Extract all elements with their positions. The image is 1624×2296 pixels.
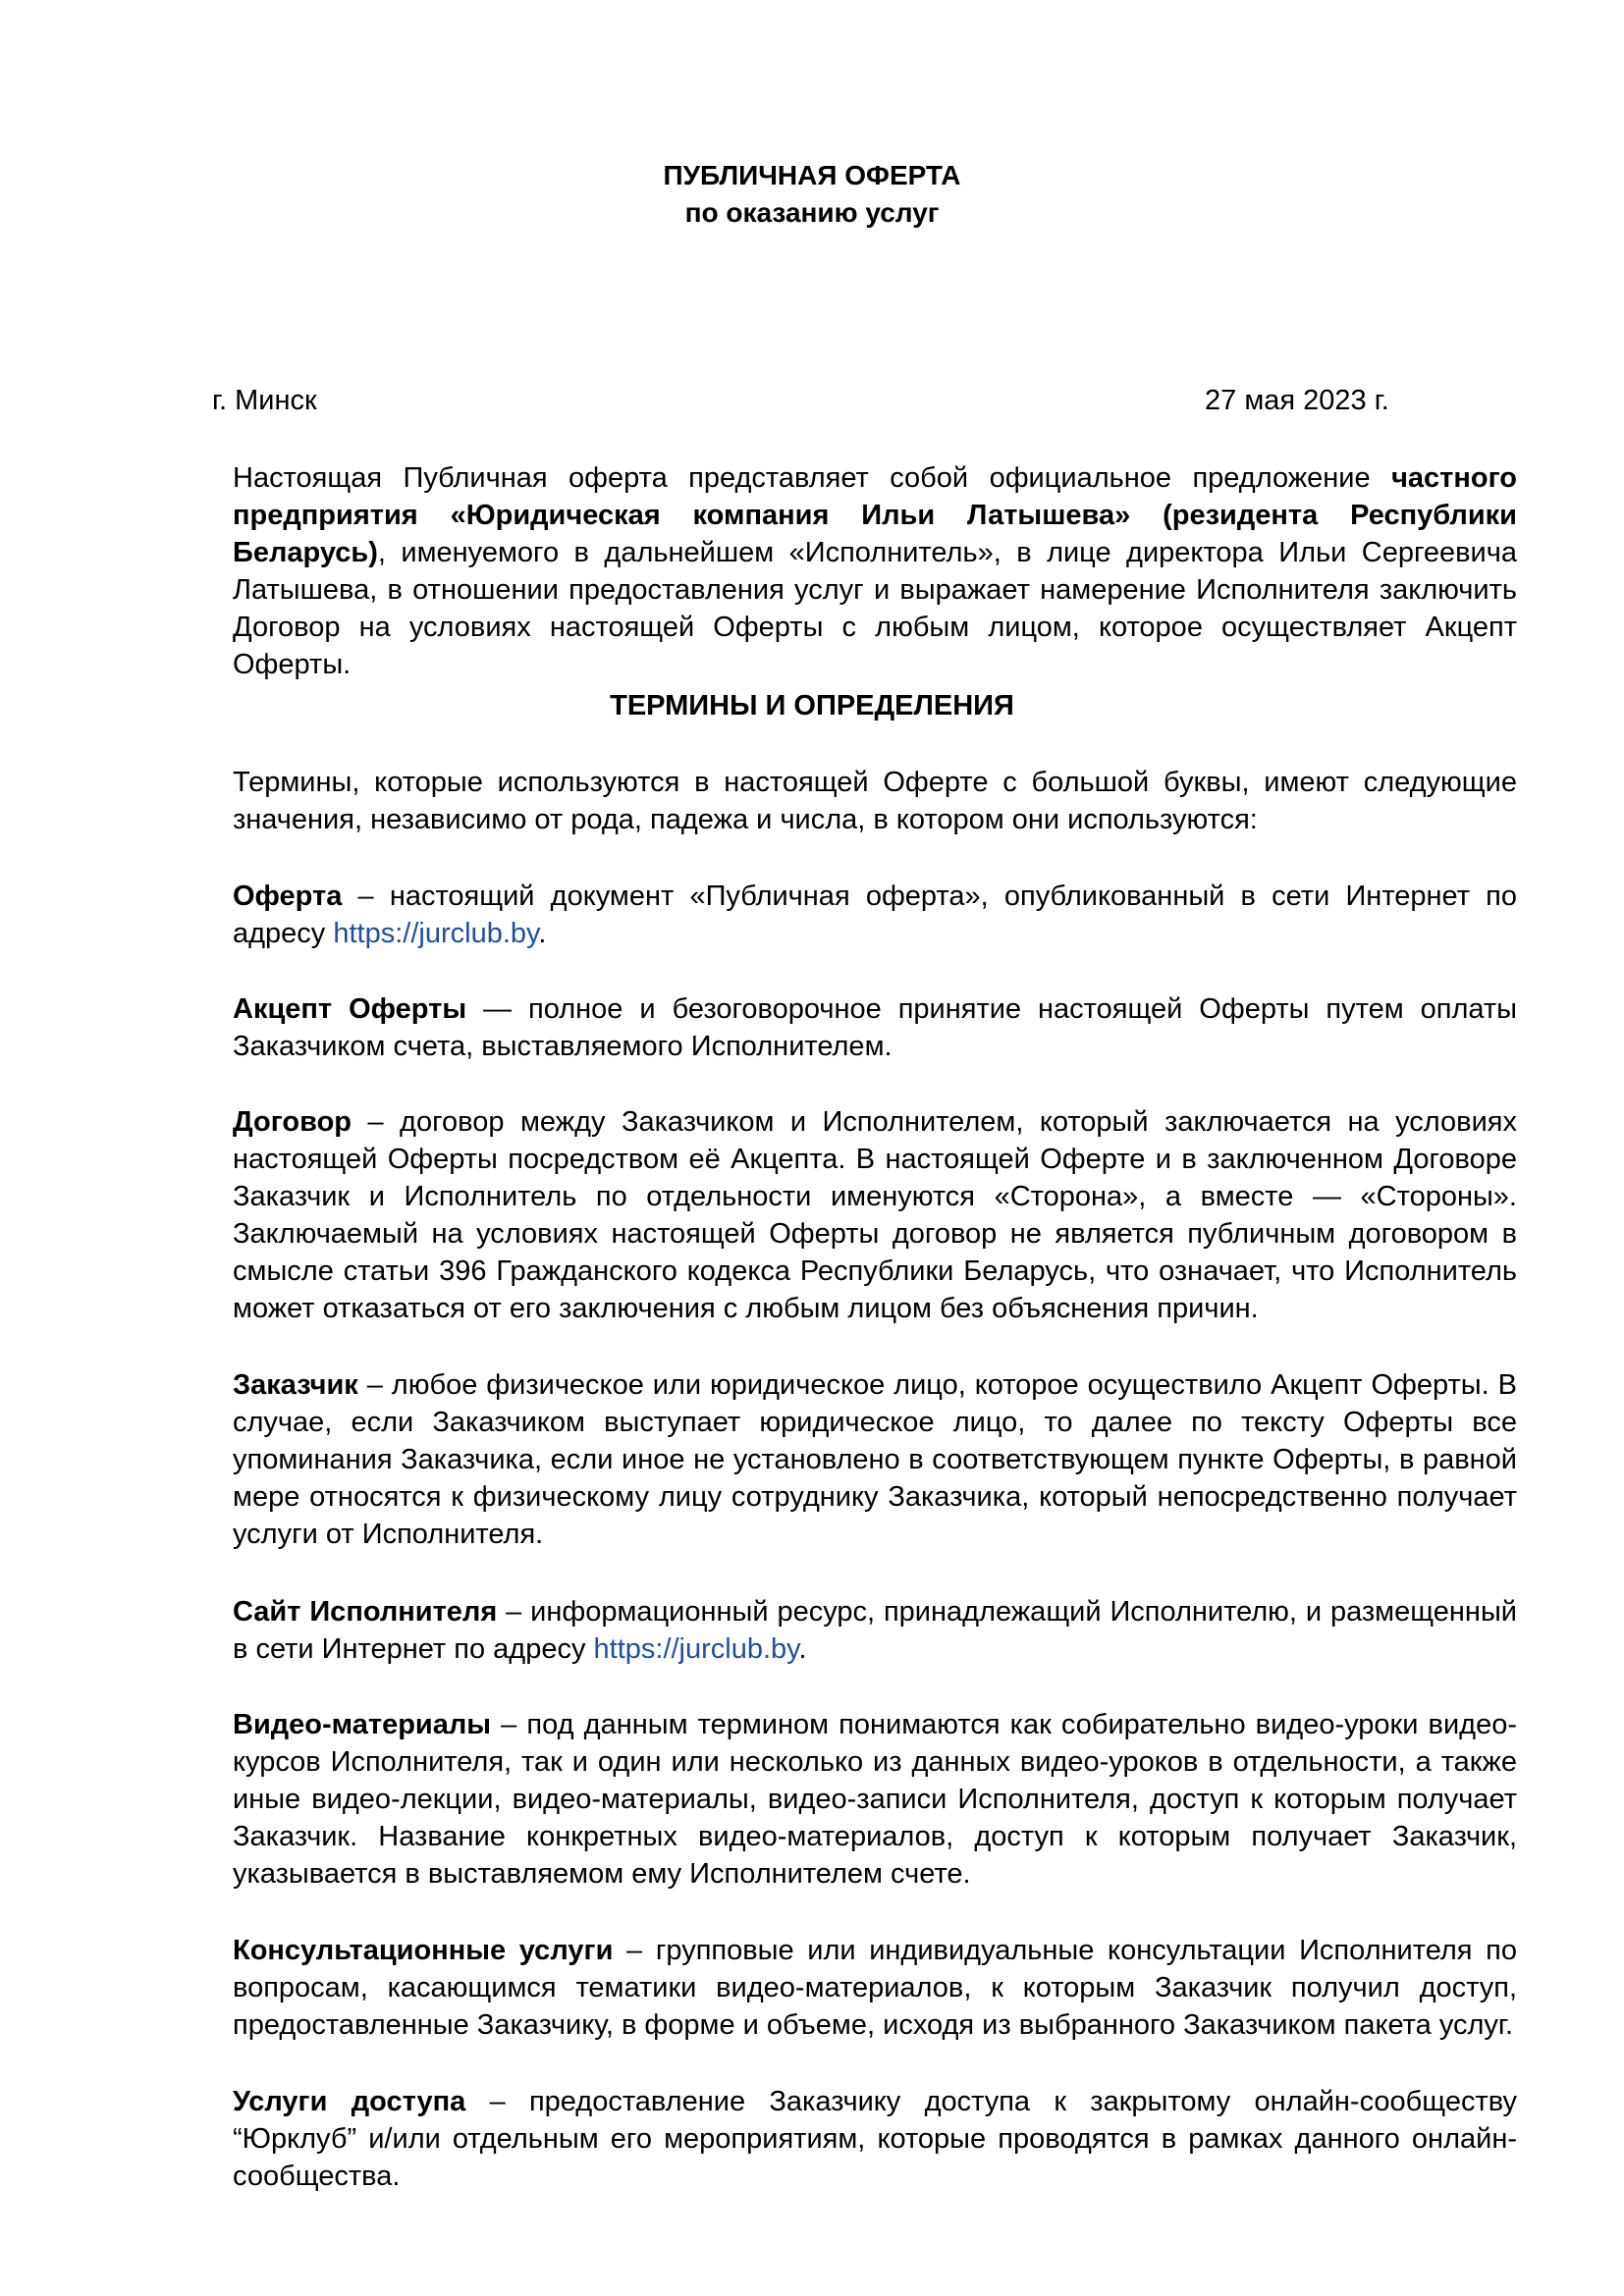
document-title: ПУБЛИЧНАЯ ОФЕРТА [663, 160, 961, 190]
intro-bold: частного предприятия «Юридическая компания Ильи Латышева» (резидента Республики Беларусь) [233, 462, 1517, 568]
term-name: Оферта [233, 881, 343, 912]
term-item [233, 1593, 1517, 1668]
term-text: – любое физическое или юридическое лицо, которое осуществило Акцепт Оферты. В случае, если Заказчиком выступает юридическое лицо, то далее по тексту Оферты все упоминания Заказчика, если иное не установлено в соответствующем пункте Оферты, в равной мере относятся к физическому лицу сотруднику Заказчика, который непосредственно получает услуги от Исполнителя. [233, 1369, 1517, 1550]
term-after: . [798, 1633, 807, 1665]
intro-text-1: Настоящая Публичная оферта представляет собой официальное предложение [233, 462, 1392, 494]
term-item [233, 1932, 1517, 2044]
term-link[interactable]: https://jurclub.by [333, 918, 539, 949]
term-text: – предоставление Заказчику доступа к закрытому онлайн-сообществу “Юрклуб” и/или отдельным его мероприятиям, которые проводятся в рамках данного онлайн-сообщества. [233, 2086, 1517, 2192]
term-name: Заказчик [233, 1369, 358, 1401]
term-text: – под данным термином понимаются как собирательно видео-уроки видео-курсов Исполнителя, так и один или несколько из данных видео-уроков в отдельности, а также иные видео-лекции, видео-материалы, видео-записи Исполнителя, доступ к которым получает Заказчик. Название конкретных видео-материалов, доступ к которым получает Заказчик, указывается в выставляемом ему Исполнителем счете. [233, 1709, 1517, 1890]
section-heading: ТЕРМИНЫ И ОПРЕДЕЛЕНИЯ [610, 690, 1014, 721]
term-item [233, 878, 1517, 952]
term-name: Консультационные услуги [233, 1935, 614, 1966]
term-text: – групповые или индивидуальные консультации Исполнителя по вопросам, касающимся тематики видео-материалов, к которым Заказчик получил доступ, предоставленные Заказчику, в форме и объеме, исходя из выбранного Заказчиком пакета услуг. [233, 1935, 1517, 2041]
term-text: – информационный ресурс, принадлежащий Исполнителю, и размещенный в сети Интернет по адресу [233, 1596, 1517, 1665]
term-name: Услуги доступа [233, 2086, 466, 2117]
term-link[interactable]: https://jurclub.by [593, 1633, 799, 1665]
term-item [233, 1366, 1517, 1553]
term-after: . [538, 918, 547, 949]
document-city: г. Минск [212, 385, 317, 416]
term-item [233, 2083, 1517, 2195]
term-name: Акцепт Оферты [233, 993, 467, 1025]
term-text: – настоящий документ «Публичная оферта», опубликованный в сети Интернет по адресу [233, 881, 1517, 949]
intro-text-2: , именуемого в дальнейшем «Исполнитель», в лице директора Ильи Сергеевича Латышева, в отношении предоставления услуг и выражает намерение Исполнителя заключить Договор на условиях настоящей Оферты с любым лицом, которое осуществляет Акцепт Оферты. [233, 537, 1517, 680]
intro-paragraph [233, 459, 1517, 683]
term-text: — полное и безоговорочное принятие настоящей Оферты путем оплаты Заказчиком счета, выставляемого Исполнителем. [233, 993, 1518, 1062]
term-name: Сайт Исполнителя [233, 1596, 498, 1628]
term-item [233, 990, 1517, 1065]
document-subtitle: по оказанию услуг [684, 197, 940, 228]
term-name: Договор [233, 1106, 352, 1138]
term-item [233, 1706, 1517, 1893]
term-text: – договор между Заказчиком и Исполнителем, который заключается на условиях настоящей Оферты посредством её Акцепта. В настоящей Оферте и в заключенном Договоре Заказчик и Исполнитель по отдельности именуются «Сторона», а вместе — «Стороны». Заключаемый на условиях настоящей Оферты договор не является публичным договором в смысле статьи 396 Гражданского кодекса Республики Беларусь, что означает, что Исполнитель может отказаться от его заключения с любым лицом без объяснения причин. [233, 1106, 1517, 1324]
term-item [233, 1103, 1517, 1327]
document-date: 27 мая 2023 г. [1205, 385, 1389, 416]
term-name: Видео-материалы [233, 1709, 492, 1740]
terms-intro: Термины, которые используются в настоящей Оферте с большой буквы, имеют следующие значения, независимо от рода, падежа и числа, в котором они используются: [233, 767, 1517, 835]
